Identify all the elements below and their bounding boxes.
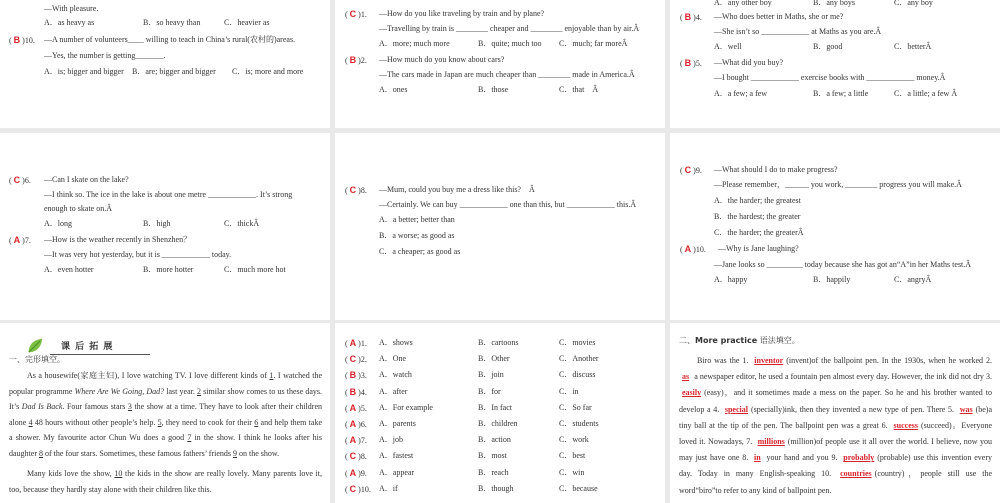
passage-text: a newspaper editor, he used a fountain pen almost every day. However, the ink did not dry 3. — [692, 372, 992, 382]
passage-text: (be)a tiny ball at the tip of the pen. The ballpoint pen was a great 6. — [679, 404, 993, 430]
question-6-line3: enough to skate on.Â — [44, 204, 112, 213]
question-6-line2: —I think so. The ice in the lake is about one metre ____________. It’s strong — [44, 190, 293, 199]
q5-option-c: C．a little; a few Â — [894, 89, 958, 98]
q10-option-c: C．angryÂ — [894, 275, 932, 284]
answer-row-3: ( B )3. — [345, 370, 367, 381]
question-7-row: ( A )7. — [9, 235, 31, 245]
worksheet-panel-7 — [0, 323, 330, 503]
question-1-line2: —Travelling by train is ________ cheaper and ________ enjoyable than by air.Â — [379, 24, 640, 33]
row-8-option-a: A．fastest — [379, 451, 414, 461]
prev-option-a: A．as heavy as — [44, 18, 95, 27]
question-2-row: ( B )2. — [345, 55, 367, 65]
row-10-option-a: A．if — [379, 483, 398, 493]
passage-text: (specially)ink, then they invented a new type of pen. There 5. — [750, 404, 957, 414]
passage-text: (easy)，and it sometimes made a mess on the paper. So he and his brother wanted to develop a 4. — [679, 388, 992, 414]
row-7-option-c: C．work — [559, 435, 589, 445]
row-8-option-c: C．best — [559, 451, 586, 461]
question-8-row: ( C )8. — [345, 185, 367, 195]
question-10-row: ( B )10. — [9, 35, 35, 45]
question-6-text: —Can I skate on the lake? — [44, 175, 129, 184]
q4-option-b: B．good — [813, 42, 843, 51]
worksheet-panel-5 — [335, 133, 665, 320]
question-10-line2: —Yes, the number is getting_______. — [44, 51, 166, 60]
question-8-line2: —Certainly. We can buy ____________ one than this, but ____________ this.Â — [379, 200, 637, 209]
filled-answer: easily — [682, 388, 702, 398]
row-1-option-c: C．movies — [559, 338, 596, 347]
question-1-row: ( C )1. — [345, 9, 367, 19]
question-6-row: ( C )6. — [9, 175, 31, 185]
section-underline — [50, 354, 150, 355]
row-4-option-c: C．in — [559, 386, 579, 396]
q10-option-b: B．happily — [813, 275, 851, 284]
row-10-option-b: B．though — [478, 483, 514, 493]
row-3-option-c: C．discuss — [559, 370, 596, 380]
question-5-line2: —I bought ____________ exercise books with ____________ money.Â — [714, 73, 946, 82]
filled-answer: success — [893, 420, 918, 430]
cloze-passage: As a housewife(家庭主妇), I love watching TV. I love different kinds of 1. I watched the popular programme Where Are We Going, Dad? last year. 2 similar show comes to us these days. It’s Dad Is Back. Four famous stars 3 the show at a time. They have to look after their children alone 4 48 hours without other people’s help. 5, they need to cook for their 6 and help them take a shower. My favourite actor Chun Wu does a good 7 in the show. I think he looks after his daughter 8 of the four stars. Sometimes, these famous fathers’ friends 9 on the show. — [9, 371, 323, 458]
question-2-text: —How much do you know about cars? — [379, 55, 505, 64]
filled-answer: in — [754, 453, 761, 463]
answer-letter: C — [349, 483, 357, 494]
filled-answer: was — [959, 404, 973, 414]
prev-option-c: C．heavier as — [224, 18, 270, 27]
q1-option-c: C．much; far moreÂ — [559, 39, 628, 48]
worksheet-panel-4 — [0, 133, 330, 320]
question-9-line2: —Please remember，______ you work, ________ progress you will make.Â — [714, 180, 962, 189]
q2-option-b: B．those — [478, 85, 509, 94]
row-9-option-a: A．appear — [379, 467, 415, 477]
row-4-option-a: A．after — [379, 386, 408, 396]
question-8-text: —Mum, could you buy me a dress like this? Â — [379, 185, 535, 194]
answer-letter: C — [349, 354, 357, 365]
question-10-text: —Why is Jane laughing? — [718, 244, 799, 253]
blank-5: 5 — [157, 417, 162, 427]
cloze-passage-2: Many kids love the show, 10 the kids in the show are really lovely. Many parents love it, too, because they hardly stay alone with their children like this. — [9, 469, 322, 494]
answer-row-4: ( B )4. — [345, 386, 367, 397]
leaf-icon — [26, 337, 44, 355]
q10-option-c: C．is; more and more — [232, 67, 304, 76]
passage-text: (succeed)。Everyone loved it. Nowadays, 7. — [679, 420, 993, 447]
q4-option-a: A．well — [714, 42, 742, 51]
question-1-text: —How do you like traveling by train and by plane? — [379, 9, 545, 18]
worksheet-panel-6 — [670, 133, 1000, 320]
q1-option-a: A．more; much more — [379, 39, 450, 48]
prev-option-c: C．any boy — [894, 0, 933, 7]
question-4-row: ( B )4. — [680, 12, 702, 22]
answer-letter: B — [13, 35, 21, 45]
answer-row-7: ( A )7. — [345, 435, 367, 446]
row-10-option-c: C．because — [559, 483, 598, 493]
question-9-text: —What should I do to make progress? — [714, 165, 838, 174]
filled-answer: as — [682, 372, 690, 382]
row-2-option-a: A．One — [379, 354, 407, 364]
row-6-option-b: B．children — [478, 419, 518, 428]
q8-option-c: C．a cheaper; as good as — [379, 247, 461, 256]
answer-row-9: ( A )9. — [345, 467, 367, 478]
worksheet-panel-1 — [0, 0, 330, 128]
worksheet-panel-9 — [670, 323, 1000, 503]
answer-letter: A — [349, 467, 357, 478]
answer-row-10: ( C )10. — [345, 483, 371, 494]
row-9-option-c: C．win — [559, 467, 585, 477]
grammar-passage — [679, 353, 992, 499]
passage-text: (probable) use this invention every day. Today in many English-speaking 10. — [679, 453, 993, 479]
question-10-line2: —Jane looks so _________ today because she has got an“A”in her Maths test.Â — [714, 260, 972, 269]
worksheet-panel-3 — [670, 0, 1000, 128]
q5-option-b: B．a few; a little — [813, 89, 869, 98]
answer-letter: A — [349, 435, 357, 446]
section-title: 课 后 拓 展 — [61, 342, 114, 352]
q7-option-b: B．more hotter — [143, 265, 194, 274]
answer-row-5: ( A )5. — [345, 402, 367, 413]
row-7-option-b: B．action — [478, 435, 511, 445]
prev-option-b: B．any boys — [813, 0, 855, 7]
row-5-option-c: C．So far — [559, 402, 592, 412]
filled-answer: millions — [757, 437, 785, 447]
answer-row-2: ( C )2. — [345, 354, 367, 365]
row-6-option-a: A．parents — [379, 419, 416, 428]
blank-7: 7 — [187, 433, 192, 442]
q10-option-b: B．are; bigger and bigger — [132, 67, 216, 76]
q5-option-a: A．a few; a few — [714, 89, 768, 98]
row-1-option-b: B．cartoons — [478, 338, 519, 347]
row-3-option-a: A．watch — [379, 370, 412, 380]
cloze-subtitle: 一、完形填空。 — [9, 355, 65, 364]
q9-option-a: A．the harder; the greatest — [714, 196, 801, 205]
question-10-row: ( A )10. — [680, 244, 706, 254]
q6-option-a: A．long — [44, 219, 72, 228]
passage-text: Biro was the 1. — [697, 356, 752, 365]
question-7-line2: —It was very hot yesterday, but it is ____________ today. — [44, 250, 232, 259]
row-2-option-c: C．Another — [559, 354, 599, 364]
question-4-text: —Who does better in Maths, she or me? — [714, 12, 844, 21]
passage-text: your hand and you 9. — [763, 453, 841, 463]
question-5-row: ( B )5. — [680, 58, 702, 68]
blank-3: 3 — [127, 402, 132, 411]
filled-answer: probably — [843, 453, 875, 463]
answer-letter: A — [349, 402, 357, 413]
q8-option-a: A．a better; better than — [379, 215, 455, 224]
row-3-option-b: B．join — [478, 370, 504, 380]
prev-option-b: B．so heavy than — [143, 18, 201, 27]
worksheet-panel-2 — [335, 0, 665, 128]
row-4-option-b: B．for — [478, 386, 501, 396]
passage-text: (country)，people still use the word“biro”to refer to any kind of ballpoint pen. — [679, 469, 993, 495]
answer-letter: A — [349, 419, 357, 429]
blank-6: 6 — [254, 417, 259, 427]
row-2-option-b: B．Other — [478, 354, 510, 364]
q8-option-b: B．a worse; as good as — [379, 231, 455, 240]
answer-letter: B — [349, 386, 357, 397]
q9-option-c: C．the harder; the greaterÂ — [714, 228, 804, 237]
q7-option-a: A．even hotter — [44, 265, 94, 274]
filled-answer: inventor — [754, 356, 784, 365]
blank-2: 2 — [197, 386, 202, 396]
blank-8: 8 — [39, 448, 43, 458]
q2-option-a: A．ones — [379, 85, 408, 94]
row-8-option-b: B．most — [478, 451, 507, 461]
q10-option-a: A．is; bigger and bigger — [44, 67, 124, 76]
row-7-option-a: A．job — [379, 435, 403, 445]
blank-9: 9 — [233, 448, 238, 458]
answer-row-1: ( A )1. — [345, 338, 367, 348]
prev-answer-line: —With pleasure. — [44, 4, 99, 13]
q4-option-c: C．betterÂ — [894, 42, 932, 51]
row-5-option-b: B．In fact — [478, 402, 512, 412]
question-2-line2: —The cars made in Japan are much cheaper than ________ made in America.Â — [379, 70, 635, 79]
q10-option-a: A．happy — [714, 275, 748, 284]
passage-text: (invent)of the ballpoint pen. In the 1930s, when he worked 2. — [786, 356, 992, 365]
q6-option-c: C．thickÂ — [224, 219, 260, 228]
blank-4: 4 — [28, 417, 33, 427]
row-9-option-b: B．reach — [478, 467, 509, 477]
question-5-text: —What did you buy? — [714, 58, 784, 67]
prev-option-a: A．any other boy — [714, 0, 772, 7]
q9-option-b: B．the hardest; the greater — [714, 212, 801, 221]
worksheet-panel-8 — [335, 323, 665, 503]
blank-10: 10 — [114, 469, 123, 478]
answer-letter: B — [349, 370, 357, 381]
question-4-line2: —She isn’t so ____________ at Maths as you are.Â — [714, 27, 882, 36]
passage-text: (million)of people use it all over the world. I believe, now you may just have one 8. — [679, 437, 992, 463]
answer-letter: C — [349, 451, 357, 462]
answer-row-8: ( C )8. — [345, 451, 367, 462]
blank-1: 1 — [269, 371, 274, 380]
question-9-row: ( C )9. — [680, 165, 702, 175]
question-10-text: —A number of volunteers____ willing to teach in China’s rural(农村的)areas. — [44, 35, 296, 44]
q1-option-b: B．quite; much too — [478, 39, 542, 48]
row-1-option-a: A．shows — [379, 338, 413, 347]
q6-option-b: B．high — [143, 219, 171, 228]
row-5-option-a: A．For example — [379, 402, 433, 412]
row-6-option-c: C．students — [559, 419, 599, 428]
answer-row-6: ( A )6. — [345, 419, 367, 429]
filled-answer: special — [724, 404, 748, 414]
question-7-text: —How is the weather recently in Shenzhen？ — [44, 235, 192, 244]
grammar-title: 二、More practice 语法填空。 — [679, 336, 800, 345]
answer-letter: A — [349, 338, 357, 348]
filled-answer: countries — [840, 469, 872, 479]
q2-option-c: C．that Â — [559, 85, 599, 94]
q7-option-c: C．much more hot — [224, 265, 286, 274]
